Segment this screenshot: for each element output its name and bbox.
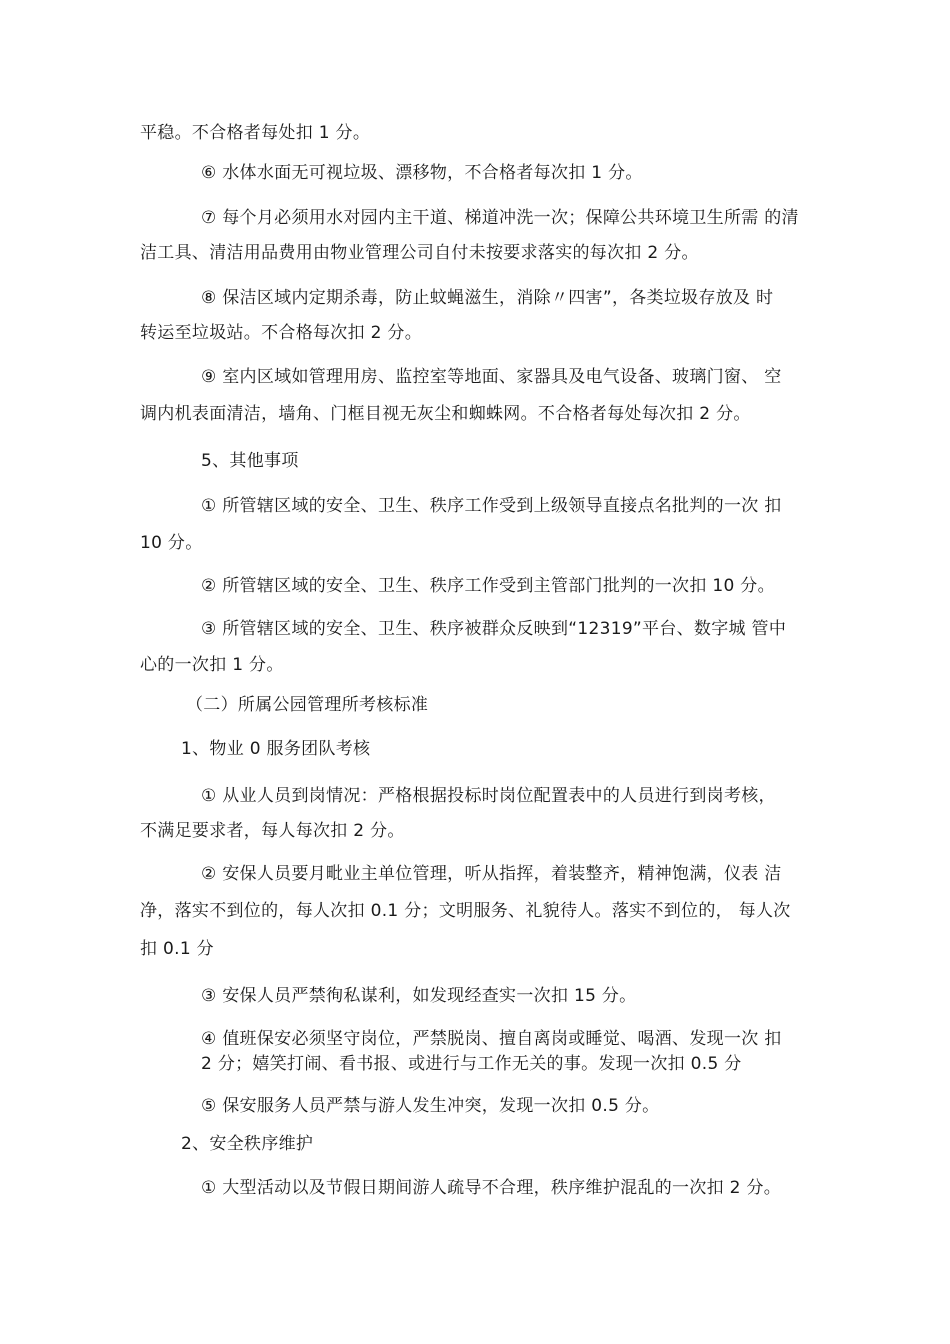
text-line: ① 从业人员到岗情况：严格根据投标时岗位配置表中的人员进行到岗考核， xyxy=(201,786,776,806)
text-line: 扣 0.1 分 xyxy=(140,939,214,959)
section-heading: （二）所属公园管理所考核标准 xyxy=(186,695,429,715)
text-line: 转运至垃圾站。不合格每次扣 2 分。 xyxy=(140,323,423,343)
text-line: ⑥ 水体水面无可视垃圾、漂移物，不合格者每次扣 1 分。 xyxy=(201,163,643,183)
text-line: 不满足要求者，每人每次扣 2 分。 xyxy=(140,821,405,841)
text-line: ① 所管辖区域的安全、卫生、秩序工作受到上级领导直接点名批判的一次 扣 xyxy=(201,496,782,516)
text-line: 10 分。 xyxy=(140,533,203,553)
text-line: 心的一次扣 1 分。 xyxy=(140,655,284,675)
text-line: ③ 所管辖区域的安全、卫生、秩序被群众反映到“12319”平台、数字城 管中 xyxy=(201,619,787,639)
section-heading: 2、安全秩序维护 xyxy=(181,1134,314,1154)
text-line: 2 分；嬉笑打闹、看书报、或进行与工作无关的事。发现一次扣 0.5 分 xyxy=(201,1054,742,1074)
text-line: ⑧ 保洁区域内定期杀毒，防止蚊蝇滋生，消除〃四害”，各类垃圾存放及 时 xyxy=(201,288,774,308)
text-line: ⑨ 室内区域如管理用房、监控室等地面、家器具及电气设备、玻璃门窗、 空 xyxy=(201,367,782,387)
text-line: 洁工具、清洁用品费用由物业管理公司自付未按要求落实的每次扣 2 分。 xyxy=(140,243,699,263)
section-heading: 1、物业 0 服务团队考核 xyxy=(181,739,371,759)
text-line: ① 大型活动以及节假日期间游人疏导不合理，秩序维护混乱的一次扣 2 分。 xyxy=(201,1178,782,1198)
text-line: ② 安保人员要月毗业主单位管理，听从指挥，着装整齐，精神饱满，仪表 洁 xyxy=(201,864,782,884)
section-heading: 5、其他事项 xyxy=(201,451,299,471)
text-line: 调内机表面清洁，墙角、门框目视无灰尘和蜘蛛网。不合格者每处每次扣 2 分。 xyxy=(140,404,751,424)
text-line: ② 所管辖区域的安全、卫生、秩序工作受到主管部门批判的一次扣 10 分。 xyxy=(201,576,775,596)
text-line: ③ 安保人员严禁徇私谋利，如发现经查实一次扣 15 分。 xyxy=(201,986,637,1006)
text-line: ④ 值班保安必须坚守岗位，严禁脱岗、擅自离岗或睡觉、喝酒、发现一次 扣 xyxy=(201,1029,782,1049)
text-line: 净，落实不到位的，每人次扣 0.1 分；文明服务、礼貌待人。落实不到位的， 每人次 xyxy=(140,901,791,921)
text-line: 平稳。不合格者每处扣 1 分。 xyxy=(140,123,371,143)
text-line: ⑤ 保安服务人员严禁与游人发生冲突，发现一次扣 0.5 分。 xyxy=(201,1096,660,1116)
text-line: ⑦ 每个月必须用水对园内主干道、梯道冲洗一次；保障公共环境卫生所需 的清 xyxy=(201,208,799,228)
